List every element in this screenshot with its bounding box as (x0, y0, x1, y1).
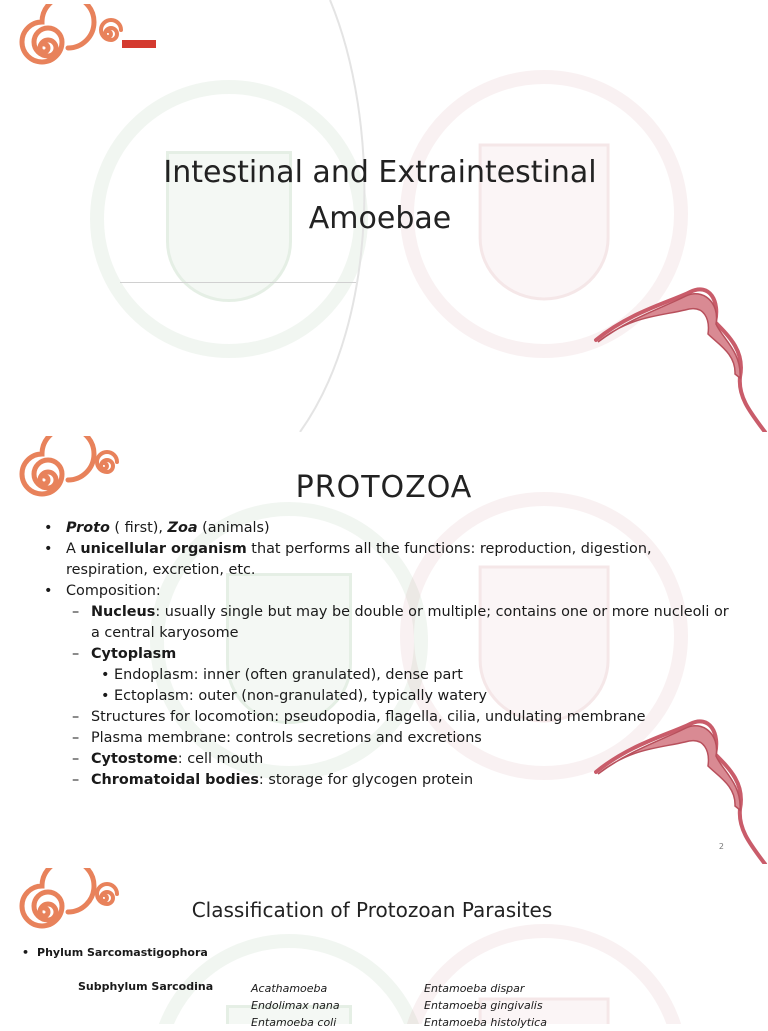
list-item: – Cytostome: cell mouth (36, 749, 736, 770)
dash-icon: – (72, 709, 80, 725)
list-item: – Structures for locomotion: pseudopodia, flagella, cilia, undulating membrane (36, 707, 736, 728)
subphylum-label: Subphylum Sarcodina (78, 980, 214, 993)
slide-title (120, 150, 640, 242)
trypanosome-illustration (590, 282, 768, 432)
list-item: Entamoeba gingivalis (424, 999, 543, 1012)
dash-icon: – (72, 772, 80, 788)
dash-icon: – (72, 646, 80, 662)
slide-title: Classification of Protozoan Parasites (191, 898, 553, 922)
list-item: Endolimax nana (251, 999, 340, 1012)
phylum-label: • Phylum Sarcomastigophora (22, 946, 208, 959)
title-line-1: Intestinal and Extraintestinal (163, 155, 597, 190)
spiral-logo-icon (4, 4, 164, 84)
bullet-icon: • (101, 667, 110, 683)
list-item: Entamoeba histolytica (424, 1016, 547, 1029)
dash-icon: – (72, 751, 80, 767)
bullet-list (36, 518, 736, 791)
bullet-icon: • (44, 583, 53, 599)
genus-list-1 (251, 980, 340, 1031)
bullet-icon: • (44, 541, 53, 557)
title-underline (120, 282, 356, 283)
title-line-2: Amoebae (308, 201, 452, 236)
genus-list-2 (424, 980, 547, 1031)
bullet-icon: • (22, 946, 30, 959)
list-item: • Endoplasm: inner (often granulated), dense part (36, 665, 736, 686)
list-item: Acathamoeba (251, 982, 328, 995)
dash-icon: – (72, 730, 80, 746)
list-item: • Ectoplasm: outer (non-granulated), typically watery (36, 686, 736, 707)
dash-icon: – (72, 604, 80, 620)
list-item: • A unicellular organism that performs all the functions: reproduction, digestion, respiration, excretion, etc. (44, 541, 652, 578)
classification-slide (0, 864, 768, 1024)
list-item: Entamoeba coli (251, 1016, 337, 1029)
list-item: • Proto ( first), Zoa (animals) (36, 518, 736, 539)
slide-title: PROTOZOA (295, 470, 473, 505)
list-item: – Cytoplasm (36, 644, 736, 665)
list-item: – Nucleus: usually single but may be double or multiple; contains one or more nucleoli or a central karyosome (72, 604, 729, 641)
page-number: 2 (718, 842, 724, 851)
bullet-icon: • (101, 688, 110, 704)
list-item: Entamoeba dispar (424, 982, 525, 995)
bullet-icon: • (44, 520, 53, 536)
list-item: – Plasma membrane: controls secretions and excretions (36, 728, 736, 749)
title-slide (0, 0, 768, 432)
list-item: – Chromatoidal bodies: storage for glycogen protein (36, 770, 736, 791)
list-item: • Composition: (36, 581, 736, 602)
